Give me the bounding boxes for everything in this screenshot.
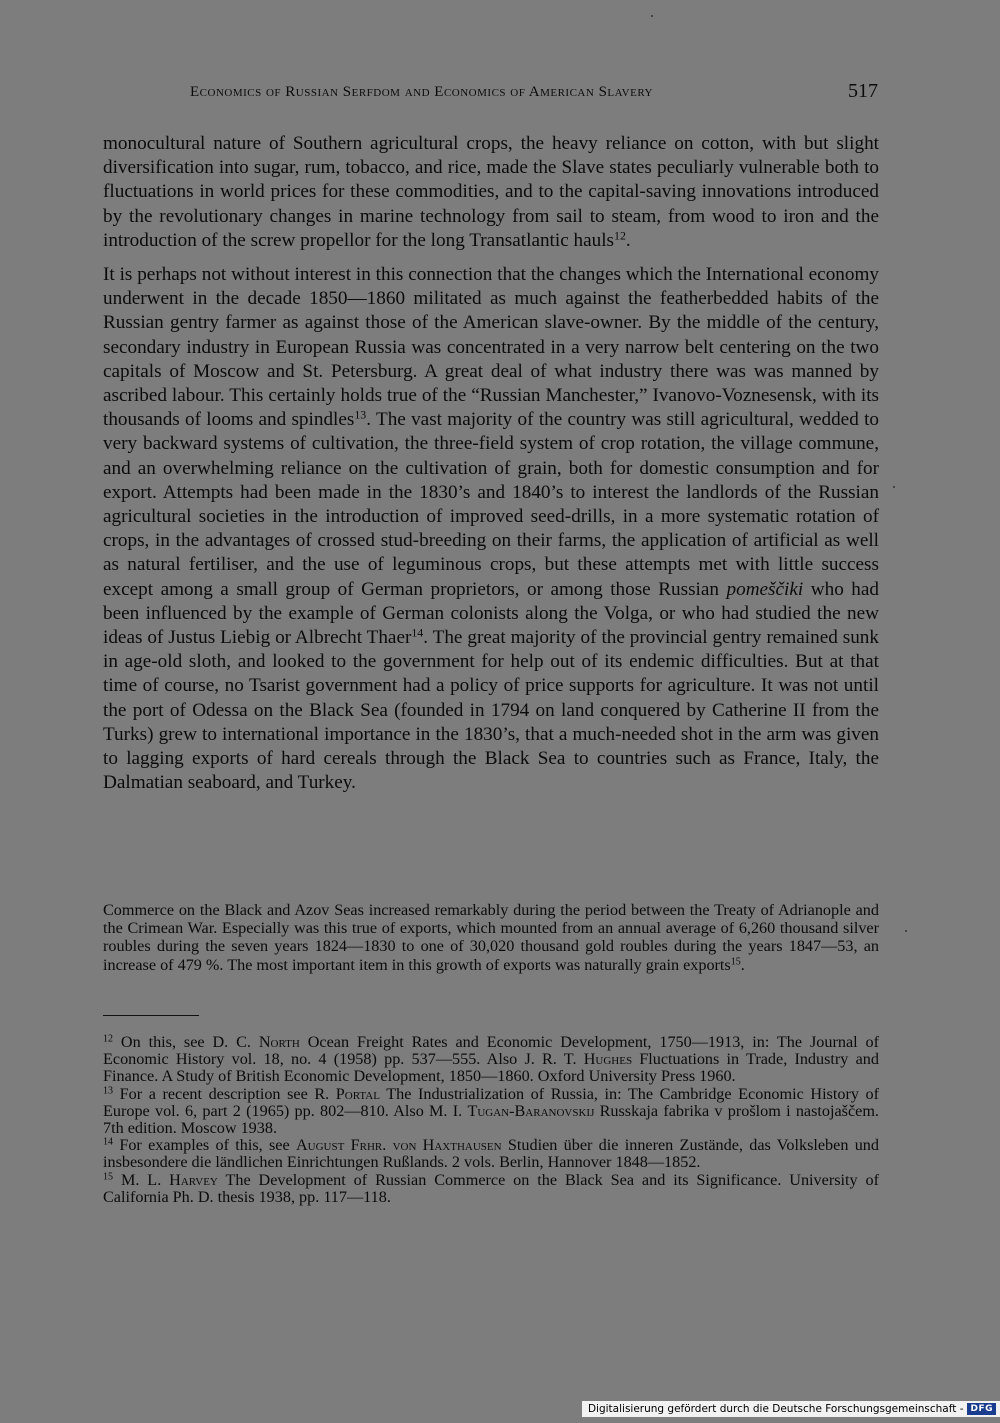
digitization-stamp-text: Digitalisierung gefördert durch die Deutsche Forschungsgemeinschaft - (587, 1403, 964, 1415)
footnote-ref-14: 14 (411, 625, 424, 640)
paragraph-1: monocultural nature of Southern agricultural crops, the heavy reliance on cotton, with but slight diversification into sugar, rum, tobacco, and rice, made the Slave states peculiarly vulnerable both to fluctuations in world prices for these commodities, and to the capital-saving innovations introduced by the revolutionary changes in marine technology from sail to steam, from wood to iron and the introduction of the screw propellor for the long Transatlantic hauls$^{12}$. (103, 133, 879, 251)
page-number: 517 (848, 80, 878, 102)
footnote-author: Hughes (583, 1050, 633, 1069)
paragraph-1-text: monocultural nature of Southern agricultural crops, the heavy reliance on cotton, with but slight diversification into sugar, rum, tobacco, and rice, made the Slave states peculiarly vulnerable both to fluctuations in world prices for these commodities, and to the capital-saving innovations introduced by the revolutionary changes in marine technology from sail to steam, from wood to iron and the introduction of the screw propellor for the long Transatlantic hauls (103, 133, 879, 251)
digitization-stamp (582, 1401, 1000, 1417)
footnote-text: The Development of Russian Commerce on the Black Sea and its Significance. University of California Ph. D. thesis 1938, pp. 117—118. (103, 1170, 880, 1206)
footnote-author: Harvey (169, 1170, 218, 1189)
footnote-text: The Industrialization of Russia, in: The Cambridge Economic History of Europe vol. 6, part 2 (1965) pp. 802—810. Also M. I. (103, 1084, 880, 1120)
paragraph-2-text-b: . The vast majority of the country was still agricultural, wedded to very backward systems of cultivation, the three-field system of crop rotation, the village commune, and an overwhelming reliance on the cultivation of grain, both for domestic consumption and for export. Attempts had been made in the 1830’s and 1840’s to interest the landlords of the Russian agricultural societies in the introduction of improved seed-drills, in a more systematic rotation of crops, in the advantages of crossed stud-breeding on their farms, the application of artificial as well as natural fertiliser, and the use of leguminous crops, but these attempts met with little success except among a small group of German proprietors, or among those Russian (103, 409, 879, 600)
footnote-13 (103, 1086, 879, 1138)
paragraph-2-text-a: It is perhaps not without interest in this connection that the changes which the International economy underwent in the decade 1850—1860 militated as much against the featherbedded habits of the Russian gentry farmer as against those of the American slave-owner. By the middle of the century, secondary industry in European Russia was concentrated in a very narrow belt centering on the two capitals of Moscow and St. Petersburg. A great deal of what industry there was was manned by ascribed labour. This certainly holds true of the “Russian Manchester,” Ivanovo-Voznesensk, with its thousands of looms and spindles (103, 264, 879, 431)
italic-term: pomeščiki (726, 578, 804, 600)
footnote-text: Russkaja fabrika v prošlom i nastojaščem. 7th edition. Moscow 1938. (103, 1101, 879, 1138)
footnotes (103, 1034, 879, 1206)
block-quote (103, 901, 879, 974)
footnote-text: Studien über die inneren Zustände, das Volksleben und insbesondere die ländlichen Einrichtungen Rußlands. 2 vols. Berlin, Hannover 1848—1852. (103, 1136, 879, 1172)
footnote-number: 15 (103, 1171, 114, 1183)
dfg-logo-icon: DFG (967, 1403, 996, 1415)
footnote-ref-13: 13 (354, 407, 367, 422)
running-head: Economics of Russian Serfdom and Economics of American Slavery (190, 84, 653, 100)
footnote-text: Ocean Freight Rates and Economic Development, 1750—1913, in: The Journal of Economic History vol. 18, no. 4 (1958) pp. 537—555. Also J. R. T. (103, 1033, 880, 1069)
footnote-15 (103, 1172, 879, 1206)
scan-speck (893, 486, 895, 488)
block-quote-paragraph: Commerce on the Black and Azov Seas increased remarkably during the period between the Treaty of Adrianople and the Crimean War. Especially was this true of exports, which mounted from an annual average of 6,260 thousand silver roubles during the seven years 1824—1830 to one of 30,020 thousand gold roubles during the years 1847—53, an increase of 479 %. The most important item in this growth of exports was naturally grain exports$^{15}$. (103, 901, 879, 974)
footnote-text: Fluctuations in Trade, Industry and Finance. A Study of British Economic Development, 1850—1860. Oxford University Press 1960. (103, 1050, 879, 1086)
main-text (103, 132, 879, 795)
scan-speck (905, 930, 907, 932)
footnote-author: North (258, 1033, 300, 1051)
footnote-author: August Frhr. von Haxthausen (295, 1136, 502, 1155)
paragraph-2-text-d: . The great majority of the provincial gentry remained sunk in age-old sloth, and looked to the government for help out of its endemic difficulties. But at that time of course, no Tsarist government had a policy of price supports for agriculture. It was not until the port of Odessa on the Black Sea (founded in 1794 on land conquered by Catherine II from the Turks) grew to international importance in the 1830’s, that a much-needed shot in the arm was given to lagging exports of hard cereals through the Black Sea to countries such as France, Italy, the Dalmatian seaboard, and Turkey. (103, 627, 879, 794)
footnote-number: 14 (103, 1136, 114, 1148)
paragraph-2 (103, 263, 879, 795)
footnote-12 (103, 1034, 879, 1086)
footnote-text: For a recent description see R. (119, 1084, 336, 1103)
footnote-ref-12: 12 (614, 228, 626, 243)
footnote-text: On this, see D. C. (120, 1033, 259, 1051)
footnote-14 (103, 1137, 879, 1171)
footnote-author: Portal (335, 1084, 380, 1103)
footnote-number: 13 (103, 1085, 114, 1097)
footnote-separator (103, 1015, 199, 1016)
scan-speck (651, 15, 653, 17)
footnote-ref-15: 15 (730, 956, 741, 968)
page-header (100, 78, 880, 108)
footnote-author: Tugan-Baranovskij (467, 1101, 595, 1120)
footnote-text: M. L. (120, 1170, 170, 1189)
footnote-number: 12 (103, 1033, 114, 1045)
block-quote-text: Commerce on the Black and Azov Seas increased remarkably during the period between the Treaty of Adrianople and the Crimean War. Especially was this true of exports, which mounted from an annual average of 6,260 thousand silver roubles during the seven years 1824—1830 to one of 30,020 thousand gold roubles during the years 1847—53, an increase of 479 %. The most important item in this growth of exports was naturally grain exports (103, 901, 879, 974)
paragraph-2-text-c: who had been influenced by the example of German colonists along the Volga, or who had studied the new ideas of Justus Liebig or Albrecht Thaer (103, 578, 880, 649)
footnote-text: For examples of this, see (119, 1136, 296, 1155)
